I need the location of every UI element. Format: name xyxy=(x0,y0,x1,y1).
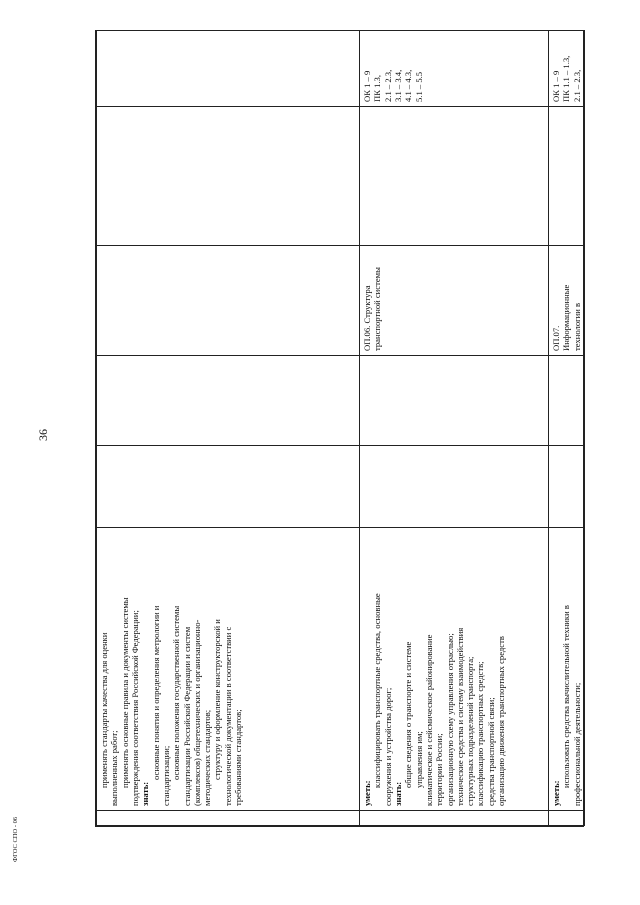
hours-cell xyxy=(97,446,360,528)
competency-line: 5.1 – 5.5 xyxy=(413,71,424,102)
text-line: уметь: xyxy=(551,780,561,806)
text-line: сооружения и устройства дорог; xyxy=(382,687,393,806)
index-cell xyxy=(360,811,549,826)
competency-line: 2.1 – 2.3, xyxy=(571,69,582,102)
text-line: территории России; xyxy=(434,733,445,806)
competencies-cell xyxy=(97,31,360,107)
blank-cell xyxy=(97,107,360,246)
index-cell xyxy=(549,811,585,826)
text-line: уметь: xyxy=(362,780,372,806)
text-line: требованиями стандартов; xyxy=(233,709,244,806)
text-line: классифицировать транспортные средства, основные xyxy=(372,593,383,788)
discipline-cell xyxy=(97,246,360,356)
text-line: структурных подразделений транспорта; xyxy=(465,656,476,806)
page-number: 36 xyxy=(36,429,50,441)
text-line: профессиональной деятельности; xyxy=(571,682,582,806)
text-line: знать: xyxy=(392,781,403,806)
text-line: климатическое и сейсмическое районирование xyxy=(423,634,434,806)
text-line: управления им; xyxy=(413,731,424,788)
text-line: структуру и оформление конструкторской и xyxy=(212,619,223,780)
requirements-cell xyxy=(360,528,549,811)
table-row xyxy=(97,31,360,826)
text-line: организацию движения транспортных средств xyxy=(496,636,507,806)
footer-code: ФГОС СПО - 06 xyxy=(12,816,19,862)
text-line: организационную схему управления отраслью; xyxy=(444,633,455,806)
competency-line: 2.1 – 2.3, xyxy=(382,69,393,102)
discipline-name: Информационные xyxy=(561,284,572,351)
text-line: выполненных работ; xyxy=(109,730,120,806)
competency-line: ПК 1.1 – 1.3, xyxy=(561,55,572,102)
hours-cell xyxy=(97,356,360,446)
requirements-cell xyxy=(549,528,585,811)
competency-line: ОК 1 – 9 xyxy=(362,70,372,102)
text-line: стандартизации; xyxy=(160,745,171,806)
text-line: стандартизации Российской Федерации и систем xyxy=(181,626,192,806)
index-cell xyxy=(97,811,360,826)
competency-line: ПК 1.3, xyxy=(372,75,383,102)
discipline-name: ОП.07. xyxy=(551,325,561,351)
text-line: основные положения государственной системы xyxy=(171,605,182,780)
text-line: применять основные правила и документы системы xyxy=(119,597,130,788)
requirements-cell xyxy=(97,528,360,811)
text-line: основные понятия и определения метрологии и xyxy=(150,605,161,780)
text-line: применять стандарты качества для оценки xyxy=(99,632,109,788)
text-line: средства транспортной связи; xyxy=(485,697,496,806)
discipline-cell xyxy=(549,246,585,356)
discipline-cell xyxy=(360,246,549,356)
text-line: классификацию транспортных средств; xyxy=(475,661,486,806)
text-line: (комплексов) общетехнических и организационно- xyxy=(191,619,202,806)
competencies-cell xyxy=(360,31,549,107)
hours-cell xyxy=(360,356,549,446)
competency-line: 3.1 – 3.4, xyxy=(392,69,403,102)
discipline-name: ОП.06. Структура xyxy=(362,285,372,351)
hours-cell xyxy=(549,356,585,446)
hours-cell xyxy=(549,446,585,528)
text-line: знать: xyxy=(140,781,151,806)
competency-line: ОК 1 – 9 xyxy=(551,70,561,102)
curriculum-table xyxy=(95,30,584,827)
text-line: технические средства и систему взаимодействия xyxy=(454,627,465,806)
text-line: использовать средства вычислительной техники в xyxy=(561,605,572,788)
discipline-name: технологии в xyxy=(571,302,582,351)
discipline-name: транспортной системы xyxy=(372,267,383,351)
table-row xyxy=(360,31,549,826)
table-row xyxy=(549,31,585,826)
text-line: методических стандартов; xyxy=(202,709,213,806)
competencies-cell xyxy=(549,31,585,107)
text-line: общие сведения о транспорте и системе xyxy=(403,641,414,788)
text-line: подтверждения соответствия Российской Федерации; xyxy=(129,610,140,806)
discipline-table xyxy=(96,30,585,826)
text-line: технологической документации в соответствии с xyxy=(222,626,233,806)
hours-cell xyxy=(360,446,549,528)
blank-cell xyxy=(360,107,549,246)
competency-line: 4.1 – 4.3, xyxy=(403,69,414,102)
blank-cell xyxy=(549,107,585,246)
rotated-table-frame xyxy=(96,31,583,826)
